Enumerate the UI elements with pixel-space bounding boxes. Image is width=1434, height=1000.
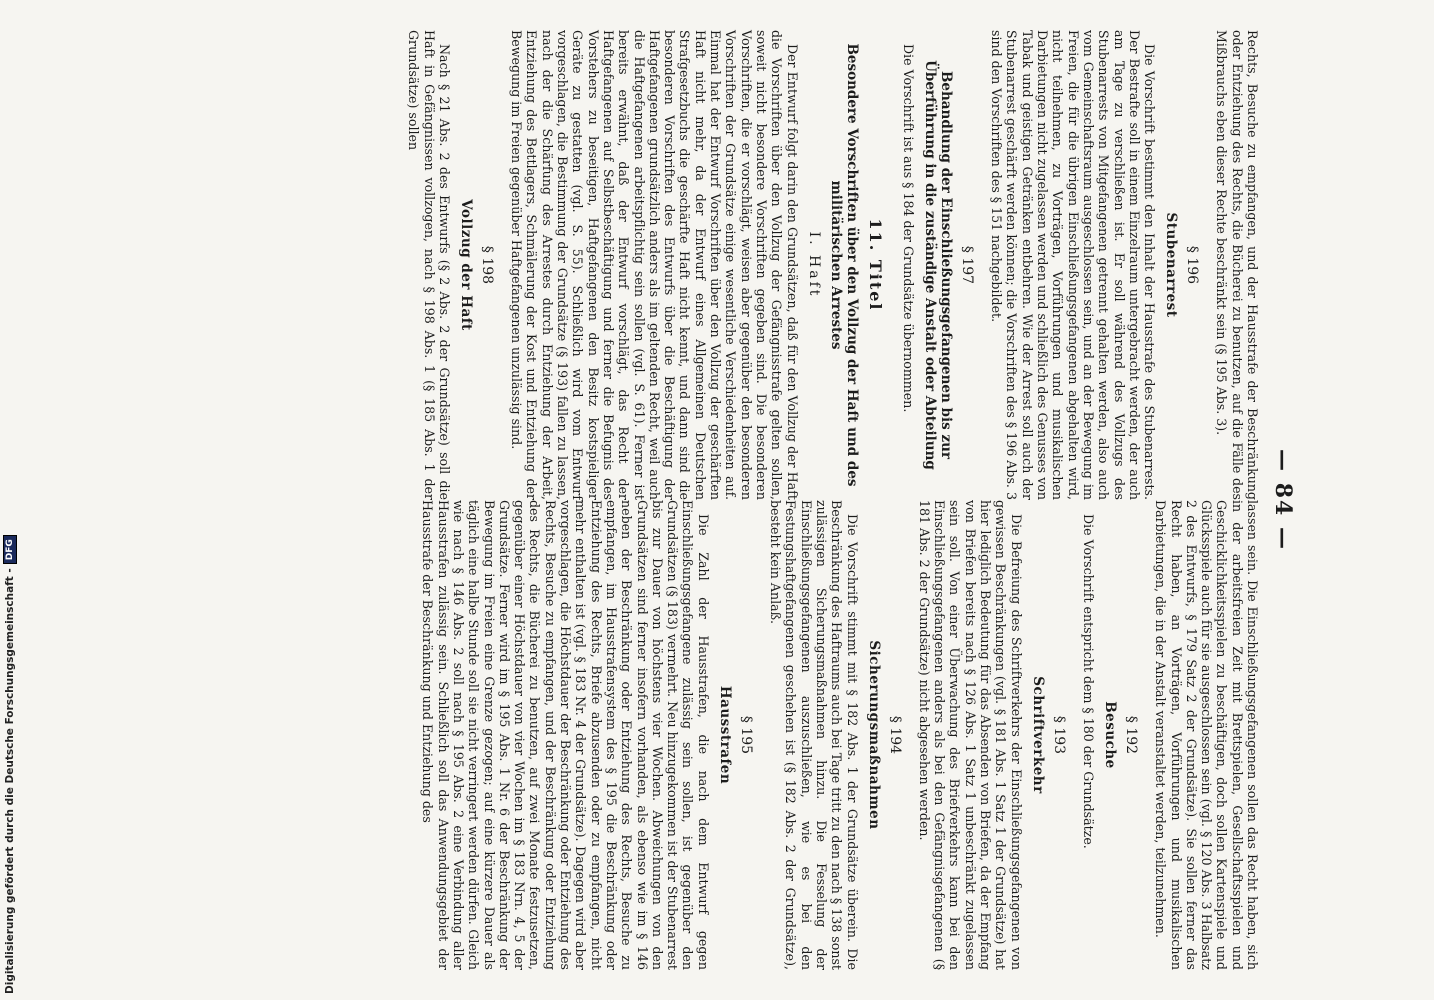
page-number: — 84 — — [1270, 449, 1296, 551]
paragraph: Die Zahl der Hausstrafen, die nach dem Entwurf gegen Einschließungsgefangene zulässig sein sollen, ist gegenüber den Grundsätzen (§ 183) vermehrt. Neu hinzugekommen ist der Stubenarrest bis zur Dauer von höchstens vier Wochen. Abweichungen von den Grundsätzen sind ferner insofern vorhanden, als ebenso wie im § 146 neben der Beschränkung oder Entziehung des Rechts, Besuche zu empfangen, im Hausstrafensystem des § 195 die Beschränkung oder Entziehung des Rechts, Briefe abzusenden oder zu empfangen, nicht mehr enthalten ist (vgl. § 183 Nr. 4 der Grundsätze). Dagegen wird aber vorgeschlagen, die Höchstdauer der Beschränkung oder Entziehung des Rechts, Besuche zu empfangen, und der Beschränkung oder Entziehung des Rechts, die Bücherei zu benutzen, auf zwei Monate festzusetzen, gegenüber einer Höchstdauer von vier Wochen im § 183 Nrn. 4, 5 der Grundsätze. Ferner wird im § 195 Abs. 1 Nr. 6 der Beschränkung der Bewegung im Freien eine Grenze gezogen; auf eine kürzere Dauer als täglich eine halbe Stunde soll sie nicht verringert werden dürfen. Gleich wie nach § 146 Abs. 2 soll nach § 195 Abs. 2 eine Verbindung aller Hausstrafen zulässig sein. Schließlich soll das Anwendungsgebiet der Hausstrafe der Beschränkung und Entziehung des — [420, 500, 711, 970]
rotated-scanned-page — [84, 0, 1314, 1000]
dfg-logo: DFG — [3, 535, 17, 564]
paragraph: Die Vorschrift entspricht dem § 180 der Grundsätze. — [1080, 514, 1096, 849]
credit-text: Digitalisierung gefördert durch die Deutsche Forschungsgemeinschaft - — [4, 568, 16, 994]
paragraph: Die Vorschrift stimmt mit § 182 Abs. 1 der Grundsätze überein. Die Beschränkung des Haftraums auch bei Tage tritt zu den nach § 138 sonst zulässigen Sicherungsmaßnahmen hinzu. Die Fesselung der Einschließungsgefangenen auszuschließen, wie es bei den Festungshaftgefangenen geschehen ist (§ 182 Abs. 2 der Grundsätze), besteht kein Anlaß. — [768, 500, 860, 970]
section-heading: Behandlung der Einschließungsgefangenen bis zur Überführung in die zuständige Anstalt oder Abteilung — [921, 60, 954, 470]
digitization-credit — [0, 0, 20, 1000]
section-number: § 198 — [478, 245, 495, 285]
section-heading: Hausstrafen — [716, 685, 733, 785]
chapter-subtitle: Besondere Vorschriften über den Vollzug der Haft und des militärischen Arrestes — [827, 43, 860, 487]
paragraph: lassen sein. Die Einschließungsgefangenen sollen das Recht haben, sich in der arbeitsfreien Zeit mit Brettspielen, Gesellschaftsspielen und Geschicklichkeitsspielen zu beschäftigen, doch sollen Kartenspiele und Glücksspiele auch für sie ausgeschlossen sein (vgl. § 120 Abs. 3 Halbsatz 2 des Entwurfs, § 179 Satz 2 der Grundsätze). Sie sollen ferner das Recht haben, an Vorträgen, Vorführungen und musikalischen Darbietungen, die in der Anstalt veranstaltet werden, teilzunehmen. — [1153, 500, 1260, 970]
section-number: § 195 — [737, 715, 754, 755]
section-number: § 197 — [958, 245, 975, 285]
page-columns — [405, 8, 1260, 992]
paragraph: Rechts, Besuche zu empfangen, und der Hausstrafe der Beschränkung oder Entziehung des Rechts, die Bücherei zu benutzen, auf die Fälle des Mißbrauchs eben dieser Rechte beschränkt sein (§ 195 Abs. 3). — [1214, 30, 1260, 500]
section-heading: Sicherungsmaßnahmen — [865, 640, 882, 830]
column-right — [405, 8, 1260, 500]
section-number: § 196 — [1184, 245, 1201, 285]
section-heading: Stubenarrest — [1163, 212, 1180, 318]
paragraph: Die Vorschrift ist aus § 184 der Grundsätze übernommen. — [900, 44, 916, 413]
section-number: § 192 — [1122, 715, 1139, 755]
subchapter-label: I. Haft — [805, 231, 822, 299]
paragraph: Die Befreiung des Schriftverkehrs der Einschließungsgefangenen von gewissen Beschränkungen (vgl. § 181 Abs. 1 Satz 1 der Grundsätze) hat hier lediglich Bedeutung für das Absenden von Briefen, da der Empfang von Briefen bereits nach § 126 Abs. 1 Satz 1 unbeschränkt zugelassen sein soll. Von einer Überwachung des Briefverkehrs kann bei den Einschließungsgefangenen anders als bei den Gefängnisgefangenen (§ 181 Abs. 2 der Grundsätze) nicht abgesehen werden. — [916, 500, 1024, 970]
chapter-title: 11. Titel — [865, 218, 885, 312]
section-heading: Besuche — [1101, 701, 1118, 769]
section-heading: Schriftverkehr — [1029, 676, 1046, 794]
paragraph: Die Vorschrift bestimmt den Inhalt der Hausstrafe des Stubenarrests. Der Bestrafte soll in einem Einzelraum untergebracht werden, der auch am Tage zu verschließen ist. Er soll während des Vollzugs des Stubenarrests von Mitgefangenen getrennt gehalten werden, also auch vom Gemeinschaftsraum ausgeschlossen sein, und an der Bewegung im Freien, die für die übrigen Einschließungsgefangenen abgehalten wird, nicht teilnehmen, zu Vorträgen, Vorführungen und musikalischen Darbietungen nicht zugelassen werden und schließlich des Genusses von Tabak und geistigen Getränken entbehren. Wie der Arrest soll auch der Stubenarrest geschärft werden können; die Vorschriften des § 196 Abs. 3 sind den Vorschriften des § 151 nachgebildet. — [989, 30, 1158, 500]
section-heading: Vollzug der Haft — [457, 199, 474, 331]
paragraph: Der Entwurf folgt darin den Grundsätzen, daß für den Vollzug der Haft die Vorschriften über den Vollzug der Gefängnisstrafe gelten sollen, soweit nicht besondere Vorschriften gegeben sind. Die besonderen Vorschriften, die er vorschlägt, weisen aber gegenüber den besonderen Vorschriften der Grundsätze einige wesentliche Verschiedenheiten auf. Einmal hat der Entwurf Vorschriften über den Vollzug der geschärften Haft nicht mehr, da der Entwurf eines Allgemeinen Deutschen Strafgesetzbuchs die geschärfte Haft nicht kennt, und dann sind die besonderen Vorschriften des Entwurfs über die Beschäftigung der Haftgefangenen grundsätzlich anders als im geltenden Recht, weil auch die Haftgefangenen arbeitspflichtig sein sollen (vgl. S. 61). Ferner ist bereits erwähnt, daß der Entwurf vorschlägt, das Recht der Haftgefangenen auf Selbstbeschäftigung und ferner die Befugnis des Vorstehers zu beseitigen, Haftgefangenen den Besitz kostspieliger Geräte zu gestatten (vgl. S. 55). Schließlich wird vom Entwurf vorgeschlagen, die Bestimmung der Grundsätze (§ 193) fallen zu lassen, nach der die Schärfung des Arrestes durch Entziehung der Arbeit, Entziehung des Bettlagers, Schmälerung der Kost und Entziehung der Bewegung im Freien gegenüber Haftgefangenen unzulässig sind. — [509, 30, 800, 500]
column-left — [405, 500, 1260, 992]
paragraph: Nach § 21 Abs. 2 des Entwurfs (§ 2 Abs. 2 der Grundsätze) soll die Haft in Gefängnissen vollzogen, nach § 198 Abs. 1 (§ 185 Abs. 1 der Grundsätze) sollen — [406, 30, 452, 500]
section-number: § 193 — [1050, 715, 1067, 755]
section-number: § 194 — [886, 715, 903, 755]
